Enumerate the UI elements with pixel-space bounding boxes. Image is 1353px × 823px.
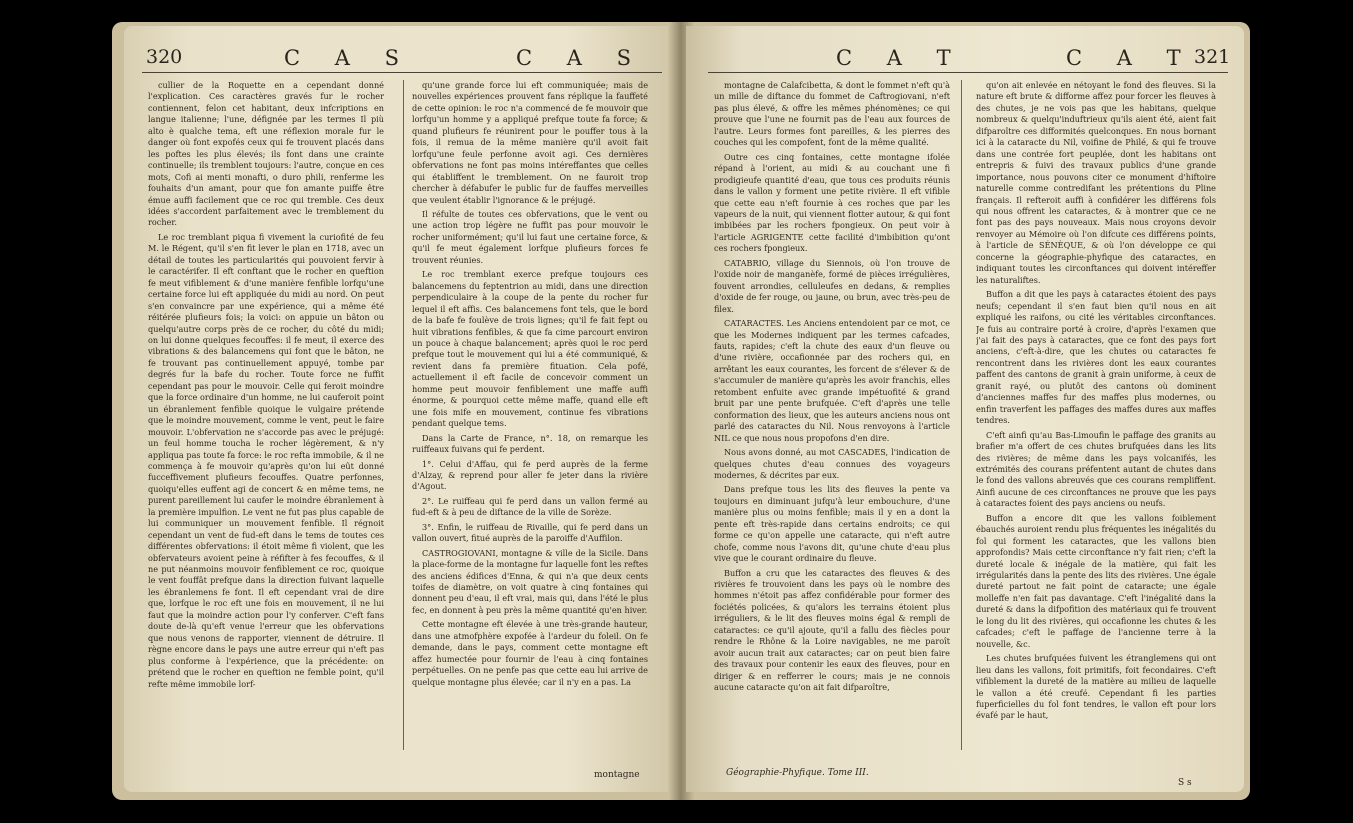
left-page bbox=[124, 26, 676, 792]
paragraph: 2°. Le ruiffeau qui fe perd dans un vallon fermé au fud-eft & à peu de diftance de la ville de Sorèze. bbox=[412, 495, 648, 518]
left-page-column-2 bbox=[412, 80, 648, 770]
paragraph: CASTROGIOVANI, montagne & ville de la Sicile. Dans la place-forme de la montagne fur laquelle font les reftes des anciens édifices d'Enna, & qui n'a que deux cents toifes de diamètre, on voit quatre à cinq fontaines qui donnent peu d'eau, il eft vrai, mais qui, dans l'été le plus fec, en donnent à peu près la même quantité qu'en hiver. bbox=[412, 547, 648, 615]
paragraph: Il réfulte de toutes ces obfervations, que le vent ou une action trop légère ne fuffit pas pour mouvoir le rocher uniformément; qu'il lui faut une certaine force, & qu'il fe meut également lorfque plufieurs forces fe trouvent réunies. bbox=[412, 208, 648, 265]
paragraph: CATARACTES. Les Anciens entendoient par ce mot, ce que les Modernes indiquent par les termes cafcades, fauts, rapides; c'eft la chute des eaux d'un fleuve ou d'une rivière, occafionnée par des rochers qui, en arrêtant les eaux courantes, les forcent de s'élever & de s'accumuler de manière qu'après les avoir franchis, elles retombent enfuite avec grande impétuofité & grand bruit par une pente brufquée. C'eft d'après une telle conformation des lieux, que les auteurs anciens nous ont parlé des cataractes du Nil. Nous renvoyons à l'article NIL ce que nous nous propofons d'en dire. bbox=[714, 318, 950, 443]
left-head-word-1: C A S bbox=[284, 46, 413, 70]
paragraph: Les chutes brufquées fuivent les étranglemens qui ont lieu dans les vallons, foit primitifs, foit fecondaires. C'eft vifiblement la dureté de la matière au milieu de laquelle le vallon a été creufé. Cependant fi les parties fuperficielles du fol font tendres, le vallon eft pour lors évafé par le haut, bbox=[976, 653, 1216, 721]
paragraph: C'eft ainfi qu'au Bas-Limoufin le paffage des granits au brafier m'a offert de ces chutes brufquées dans les lits des rivières; de même dans les pays volcanifés, les extrémités des courans préfentent autant de chutes dans le fond des vallons abreuvés que ces courans rempliffent. Ainfi aucune de ces circonftances ne prouve que les pays à cataractes foient des pays anciens ou neufs. bbox=[976, 429, 1216, 509]
right-signature-mark: S s bbox=[1178, 778, 1192, 788]
paragraph: montagne de Calafcibetta, & dont le fommet n'eft qu'à un mille de diftance du fommet de Caftrogiovani, n'eft pas plus élevé, & offre les mêmes phénomènes; ce qui prouve que l'une ne fournit pas de l'eau aux fources de l'autre. Leurs formes font pareilles, & les pierres des couches qui les compofent, font de la même qualité. bbox=[714, 80, 950, 148]
paragraph: Le roc tremblant exerce prefque toujours ces balancemens du feptentrion au midi, dans une direction perpendiculaire à la coupe de la pente du rocher fur lequel il eft affis. Ces balancemens font tels, que le bord de la bafe fe foulève de trois lignes; qu'il fe fait fept ou huit vibrations fenfibles, & que fa cime parcourt environ un pouce à chaque balancement; après quoi le roc perd prefque tout le mouvement qui lui a été communiqué, & revient dans fa première fituation. Cela pofé, actuellement il eft facile de concevoir comment un homme peut mouvoir fenfiblement une maffe auffi énorme, & pourquoi cette même maffe, quand elle eft une fois mife en mouvement, continue fes vibrations pendant quelque tems. bbox=[412, 269, 648, 429]
paragraph: CATABRIO, village du Siennois, où l'on trouve de l'oxide noir de manganèfe, formé de pièces irrégulières, fouvent arrondies, celluleufes en dedans, & remplies d'oxide de fer rouge, ou jaune, ou brun, avec très-peu de filex. bbox=[714, 257, 950, 314]
paragraph: Buffon a encore dit que les vallons foiblement ébauchés auroient rendu plus fréquentes les inégalités du fol qui forment les cataractes, que les vallons bien approfondis? Mais cette circonftance n'y fait rien; c'eft la dureté locale & inégale de la matière, qui fait les irrégularités dans la pente des lits des rivières. Une égale dureté partout ne fait point de cataracte; une égale molleffe n'en fait pas davantage. C'eft l'inégalité dans la dureté & dans la difpofition des matériaux qui fe trouvent le long du lit des rivières, qui occafionne les chutes & les cafcades; c'eft le paffage de l'ancienne terre à la nouvelle, &c. bbox=[976, 512, 1216, 649]
paragraph: Dans la Carte de France, n°. 18, on remarque les ruiffeaux fuivans qui fe perdent. bbox=[412, 432, 648, 455]
left-head-rule bbox=[142, 72, 662, 73]
right-page-column-1 bbox=[714, 80, 950, 770]
paragraph: Le roc tremblant piqua fi vivement la curiofité de feu M. le Régent, qu'il s'en fit lever le plan en 1718, avec un détail de toutes les particularités qui pouvoient fervir à le caractérifer. Il eft conftant que le rocher en queftion fe meut vifiblement & d'une manière fenfible lorfqu'une certaine force lui eft appliquée du midi au nord. On peut s'en convaincre par une expérience, qui a même été réitérée plufieurs fois; la voici: on appuie un bâton ou quelqu'autre corps près de ce rocher, du côté du midi; on lui donne quelques fecouffes: il fe meut, il exerce des vibrations & des balancemens qui font que le bâton, ne fe trouvant pas continuellement appuyé, tombe par degrés fur la bafe du rocher. Toute force ne fuffit cependant pas pour le mouvoir. Celle qui feroit moindre que la force ordinaire d'un homme, ne lui cauferoit point un ébranlement fenfible quoique le vulgaire prétende que le moindre mouvement, comme le vent, peut le faire mouvoir. L'obfervation ne s'accorde pas avec le préjugé: un feul homme toucha le rocher légèrement, & n'y appliqua pas toute fa force: le roc refta immobile, & il ne commença à fe mouvoir qu'après qu'on lui eût donné fucceffivement plufieurs fecouffes. Quatre perfonnes, quoiqu'elles euffent agi de concert & en même tems, ne purent pareillement lui caufer le moindre ébranlement à la première impulfion. Le vent ne fut pas plus capable de lui communiquer un mouvement fenfible. Il régnoit cependant un vent de fud-eft dans le tems de toutes ces différentes obfervations: il étoit même fi violent, que les obfervateurs avoient peine à réfifter à fes fecouffes, & il ne put néanmoins mouvoir fenfiblement ce roc, quoique le vent fouffât prefque dans la direction fuivant laquelle les ébranlemens fe font. Il eft cependant vrai de dire que, lorfque le roc eft une fois en mouvement, il ne lui faut que la moindre action pour l'y conferver. C'eft fans doute de-là qu'eft venue l'erreur que les obfervations que nous venons de rapporter, viennent de détruire. Il règne encore dans le pays une autre erreur qui n'eft pas plus conforme à l'expérience, que la précédente: on prétend que le rocher en queftion ne femble point, qu'il refte même immobile lorf- bbox=[148, 231, 384, 689]
paragraph: 1°. Celui d'Affau, qui fe perd auprès de la ferme d'Alzay, & reprend pour aller fe jeter dans la rivière d'Agout. bbox=[412, 458, 648, 492]
left-catchword: montagne bbox=[594, 770, 640, 780]
paragraph: 3°. Enfin, le ruiffeau de Rivaille, qui fe perd dans un vallon ouvert, fitué auprès de la paroiffe d'Auffilon. bbox=[412, 521, 648, 544]
paragraph: Buffon a cru que les cataractes des fleuves & des rivières fe trouvoient dans les pays où le nombre des hommes n'étoit pas affez confidérable pour former des fociétés policées, & qu'alors les terrains étoient plus irréguliers, & le lit des fleuves moins égal & rempli de cataractes: ce qu'il ajoute, qu'il a fallu des fiècles pour rendre le Rhône & la Loire navigables, ne me paroît avoir aucun trait aux cataractes; car on peut bien faire des travaux pour contenir les eaux des fleuves, pour en diriger & en refferrer le cours; mais je ne connois aucune cataracte qu'on ait fait difparoître, bbox=[714, 567, 950, 693]
paragraph: Cette montagne eft élevée à une très-grande hauteur, dans une atmofphère expofée à l'ardeur du foleil. On fe demande, dans le pays, comment cette montagne eft affez humectée pour fournir de l'eau à cinq fontaines perpétuelles. On ne penfe pas que cette eau lui arrive de quelque montagne plus élevée; car il n'y en a pas. La bbox=[412, 619, 648, 687]
paragraph: Outre ces cinq fontaines, cette montagne ifolée répand à l'orient, au midi & au couchant une fi prodigieufe quantité d'eau, que tous ces produits réunis dans le vallon y forment une petite rivière. Il eft vifible que cette eau n'eft fournie à ces roches que par les vapeurs de la nuit, qui viennent flotter autour, & qui font imbibées par les rochers fpongieux. On peut voir à l'article AGRIGENTE cette facilité d'imbibition qu'ont ces rochers fpongieux. bbox=[714, 151, 950, 254]
right-page bbox=[686, 26, 1244, 792]
paragraph: cullier de la Roquette en a cependant donné l'explication. Ces caractères gravés fur le rocher contiennent, felon cet habitant, deux infcriptions en langue italienne; l'une, défignée par les termes Il più alto è qualche tema, eft une réflexion morale fur le danger où font expofés ceux qui fe trouvent placés dans les poftes les plus élevés; ils font dans une crainte continuelle; ils tremblent toujours: l'autre, conçue en ces mots, Cofi ai menti monafti, o duro phili, renferme les fouhaits d'un amant, pour que fon amante puiffe être émue auffi facilement que ce roc qui tremble. Ces deux idées s'accordent parfaitement avec le tremblement du rocher. bbox=[148, 80, 384, 228]
right-head-rule bbox=[708, 72, 1228, 73]
paragraph: Buffon a dit que les pays à cataractes étoient des pays neufs; cependant il s'en faut bien qu'il nous en ait expliqué les raifons, ou cité les véritables circonftances. Je fuis au contraire porté à croire, d'après l'examen que j'ai fait des pays à cataractes, que ce font des pays fort anciens, c'eft-à-dire, que les chutes ou cataractes fe rencontrent dans les rivières dont les eaux courantes paffent des cantons de granit à grain uniforme, à ceux de granit rayé, ou plutôt des cantons où dominent d'anciennes maffes fur des maffes plus modernes, ou enfin traverfent les paffages des maffes dures aux maffes tendres. bbox=[976, 289, 1216, 426]
open-book bbox=[112, 22, 1250, 800]
left-page-number: 320 bbox=[146, 46, 183, 68]
right-footer-title: Géographie-Phyfique. Tome III. bbox=[726, 768, 869, 778]
left-page-column-1 bbox=[148, 80, 384, 770]
right-page-column-2 bbox=[976, 80, 1216, 770]
left-column-divider bbox=[403, 80, 404, 750]
right-head-word-1: C A T bbox=[836, 46, 965, 70]
right-column-divider bbox=[961, 80, 962, 750]
paragraph: Nous avons donné, au mot CASCADES, l'indication de quelques chutes d'eau connues des voyageurs modernes, & décrites par eux. bbox=[714, 447, 950, 480]
right-head-word-2: C A T bbox=[1066, 46, 1195, 70]
left-head-word-2: C A S bbox=[516, 46, 645, 70]
paragraph: qu'on ait enlevée en nétoyant le fond des fleuves. Si la nature eft brute & difforme affez pour forcer les fleuves à des chutes, je ne vois pas que les habitans, quelque nombreux & quelqu'induftrieux qu'ils aient été, aient fait difparoître ces difformités quelconques. En nous bornant ici à la cataracte du Nil, voifine de Philé, & qui fe trouve dans une contrée fort peuplée, dont les habitans ont entrepris & fuivi des travaux publics d'une grande importance, nous pouvons citer ce monument d'hiftoire naturelle comme contredifant les prétentions du Pline français. Il refteroit auffi à confidérer les différens fols qui nous offrent les cataractes, & à montrer que ce ne font pas des pays nouveaux. Mais nous croyons devoir renvoyer au Mémoire où l'on difcute ces différens points, à l'article de SÉNÈQUE, & où l'on développe ce qui concerne la géographie-phyfique des cataractes, en indiquant toutes les circonftances qui doivent intéreffer les naturaliftes. bbox=[976, 80, 1216, 285]
right-page-number: 321 bbox=[1194, 46, 1231, 68]
paragraph: Dans prefque tous les lits des fleuves la pente va toujours en diminuant jufqu'à leur embouchure, d'une manière plus ou moins fenfible; mais il y en a dont la pente eft très-rapide dans certains endroits; ce qui forme ce qu'on appelle une cataracte, qui n'eft autre chofe, comme nous l'avons dit, qu'une chute d'eau plus vive que le courant ordinaire du fleuve. bbox=[714, 484, 950, 564]
paragraph: qu'une grande force lui eft communiquée; mais de nouvelles expériences prouvent fans réplique la fauffeté de cette opinion: le roc n'a commencé de fe mouvoir que lorfqu'un homme y a appliqué prefque toute fa force; & quand plufieurs fe réunirent pour le pouffer tous à la fois, il remua de la même manière qu'il avoit fait lorfqu'une feule perfonne avoit agi. Ces dernières obfervations ne font pas moins intéreffantes que celles qui établiffent le tremblement. On ne fauroit trop chercher à défabufer le public fur de fauffes merveilles que veulent établir l'ignorance & le préjugé. bbox=[412, 80, 648, 205]
